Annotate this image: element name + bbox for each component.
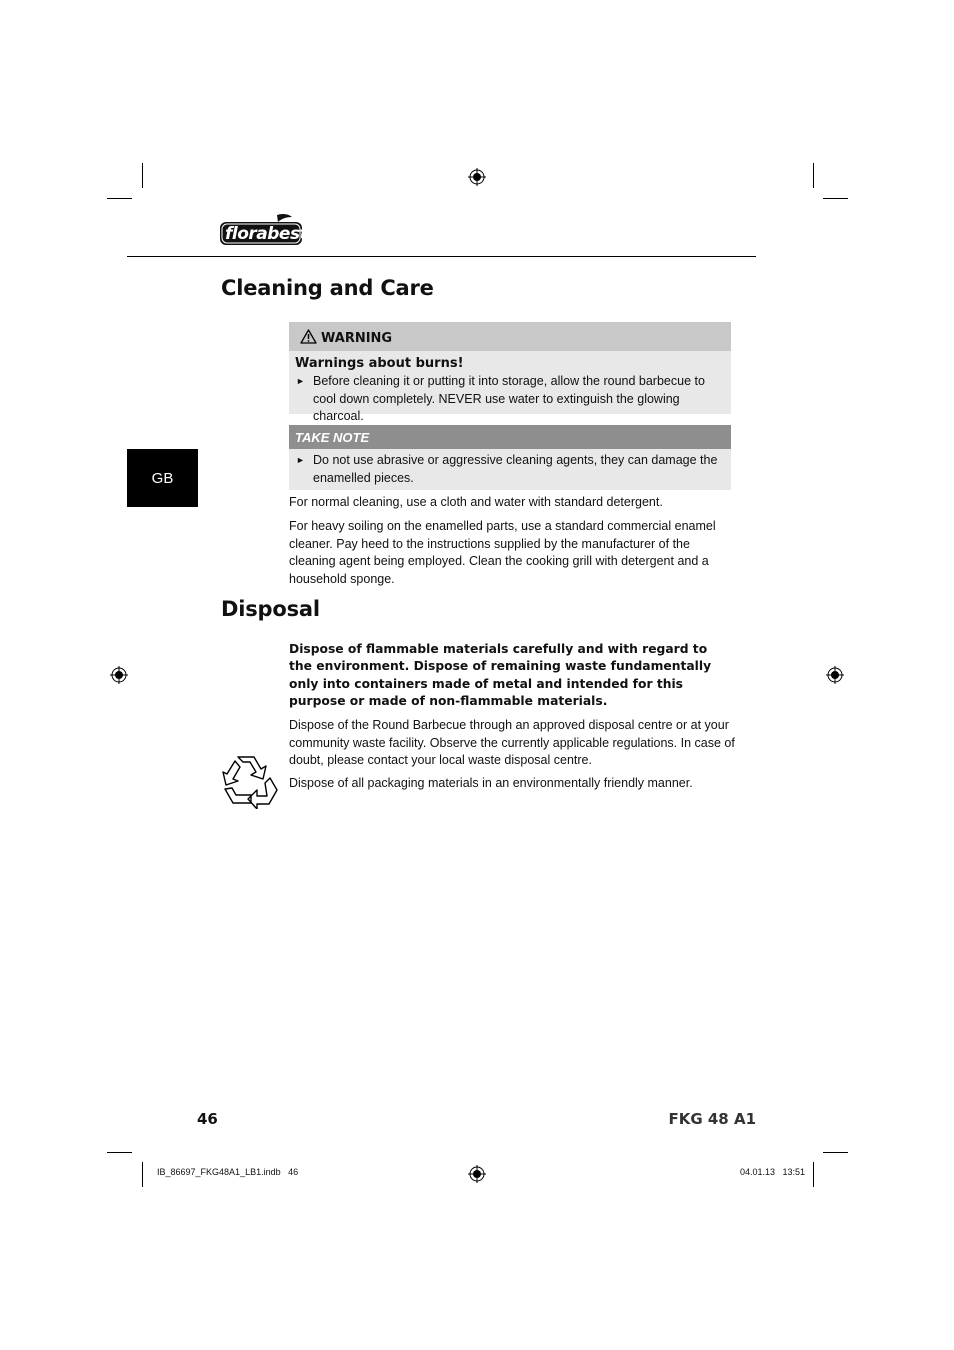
crop-mark [813,163,814,188]
language-tab: GB [127,449,198,507]
warning-box [289,322,731,423]
crop-mark [823,198,848,199]
warning-bullet-text: Before cleaning it or putting it into storage, allow the round barbecue to cool down completely. NEVER use water to extinguish the glowing charcoal. [313,374,705,423]
note-body [289,449,731,490]
registration-mark-icon [110,666,128,684]
page-number: 46 [197,1110,218,1128]
disposal-paragraph: Dispose of the Round Barbecue through an approved disposal centre or at your community waste facility. Observe the currently applicable regulations. In case of doubt, please contact your local waste disposal centre. [289,718,735,767]
note-bullet [289,452,731,487]
bullet-arrow-icon: ► [296,376,305,386]
crop-mark [823,1152,848,1153]
warning-header [289,322,731,351]
disposal-heading: Disposal [221,597,320,621]
bullet-arrow-icon: ► [296,455,305,465]
florabest-logo [219,213,308,247]
warning-subtitle: Warnings about burns! [295,356,464,371]
crop-mark [142,163,143,188]
cleaning-paragraph: For heavy soiling on the enamelled parts, use a standard commercial enamel cleaner. Pay heed to the instructions supplied by the manufacturer of the cleaning agent being employed. Clean the cooking grill with detergent and a household sponge. [289,519,716,586]
cleaning-paragraph: For normal cleaning, use a cloth and water with standard detergent. [289,495,663,509]
note-bullet-text: Do not use abrasive or aggressive cleaning agents, they can damage the enamelled pieces. [313,453,718,485]
warning-bullet [289,373,731,426]
registration-mark-icon [826,666,844,684]
slug-date: 04.01.13 13:51 [739,1167,805,1177]
registration-mark-icon [468,168,486,186]
warning-triangle-icon [300,329,317,344]
warning-label: WARNING [321,330,393,346]
cleaning-heading: Cleaning and Care [221,276,434,300]
recycling-icon [221,753,279,809]
warning-body [289,351,731,423]
registration-mark-icon [468,1165,486,1183]
disposal-paragraph: Dispose of all packaging materials in an environmentally friendly manner. [289,776,693,790]
crop-mark [813,1162,814,1187]
crop-mark [107,198,132,199]
logo-text: florabest [225,224,308,244]
crop-mark [142,1162,143,1187]
note-box [289,425,731,490]
crop-mark [107,1152,132,1153]
header-rule [127,256,756,257]
note-header: TAKE NOTE [289,425,731,449]
disposal-bold-paragraph: Dispose of flammable materials carefully and with regard to the environment. Dispose of remaining waste fundamentally only into containers made of metal and intended for this purpose or made of non-flammable materials. [289,642,712,708]
slug-file: IB_86697_FKG48A1_LB1.indb 46 [157,1167,299,1177]
model-number: FKG 48 A1 [668,1110,756,1128]
